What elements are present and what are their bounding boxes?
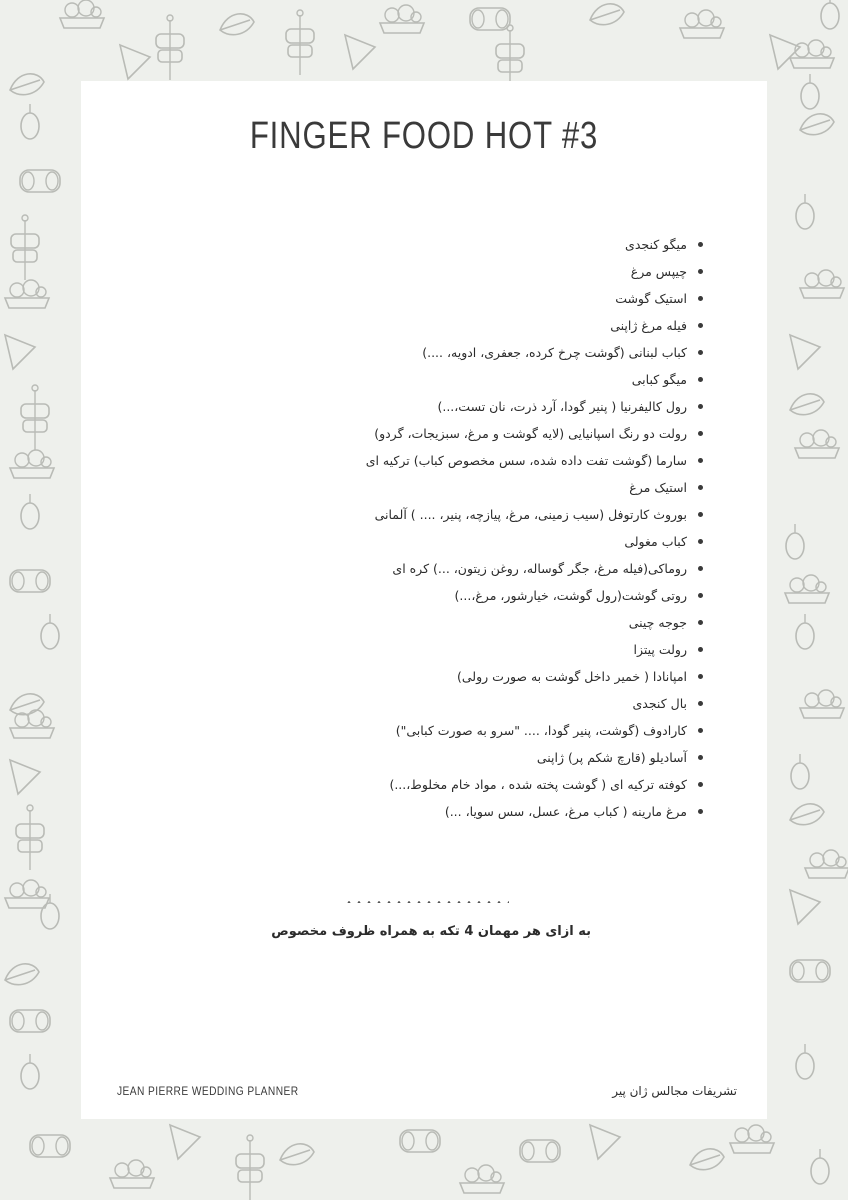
menu-card	[81, 81, 767, 1119]
list-item	[366, 501, 703, 528]
list-item	[366, 474, 703, 501]
menu-item-text: کوفته ترکیه ای ( گوشت پخته شده ، مواد خام مخلوط،...)	[389, 777, 687, 792]
list-item	[366, 393, 703, 420]
page-title: FINGER FOOD HOT #3	[249, 115, 599, 157]
bullet-icon	[698, 620, 703, 625]
bullet-icon	[698, 431, 703, 436]
menu-item-text: میگو کنجدی	[625, 237, 687, 252]
bullet-icon	[698, 593, 703, 598]
bullet-icon	[698, 377, 703, 382]
serving-note: به ازای هر مهمان 4 تکه به همراه ظروف مخصوص	[271, 924, 591, 939]
menu-item-text: استیک گوشت	[615, 291, 687, 306]
list-item	[366, 555, 703, 582]
menu-item-text: جوجه چینی	[628, 615, 687, 630]
bullet-icon	[698, 647, 703, 652]
list-item	[366, 798, 703, 825]
menu-item-text: سارما (گوشت تفت داده شده، سس مخصوص کباب) ترکیه ای	[365, 453, 687, 468]
list-item	[366, 366, 703, 393]
list-item	[366, 717, 703, 744]
bullet-icon	[698, 512, 703, 517]
bullet-icon	[698, 296, 703, 301]
brand-name-persian: تشریفات مجالس ژان پیر	[612, 1084, 737, 1098]
bullet-icon	[698, 782, 703, 787]
bullet-icon	[698, 728, 703, 733]
menu-item-text: امپانادا ( خمیر داخل گوشت به صورت رولی)	[456, 669, 687, 684]
menu-item-text: بال کنجدی	[632, 696, 687, 711]
brand-name-english: JEAN PIERRE WEDDING PLANNER	[117, 1084, 299, 1098]
bullet-icon	[698, 566, 703, 571]
menu-item-text: استیک مرغ	[629, 480, 687, 495]
list-item	[366, 609, 703, 636]
list-item	[366, 447, 703, 474]
list-item	[366, 771, 703, 798]
menu-item-text: کباب لبنانی (گوشت چرخ کرده، جعفری، ادویه، ....)	[422, 345, 687, 360]
bullet-icon	[698, 809, 703, 814]
list-item	[366, 663, 703, 690]
list-item	[366, 528, 703, 555]
list-item	[366, 258, 703, 285]
bullet-icon	[698, 755, 703, 760]
list-item	[366, 285, 703, 312]
menu-item-text: کباب مغولی	[624, 534, 687, 549]
list-item	[366, 636, 703, 663]
menu-item-text: رولت دو رنگ اسپانیایی (لایه گوشت و مرغ، سبزیجات، گردو)	[374, 426, 687, 441]
bullet-icon	[698, 404, 703, 409]
menu-item-text: رولت پیتزا	[633, 642, 687, 657]
list-item	[366, 582, 703, 609]
bullet-icon	[698, 674, 703, 679]
bullet-icon	[698, 269, 703, 274]
dotted-divider	[344, 901, 509, 903]
list-item	[366, 339, 703, 366]
menu-item-text: مرغ مارینه ( کباب مرغ، عسل، سس سویا، ...)	[444, 804, 687, 819]
list-item	[366, 690, 703, 717]
bullet-icon	[698, 350, 703, 355]
menu-item-text: روتی گوشت(رول گوشت، خیارشور، مرغ،...)	[454, 588, 687, 603]
menu-item-text: کارادوف (گوشت، پنیر گودا، .... "سرو به صورت کبابی")	[395, 723, 687, 738]
list-item	[366, 744, 703, 771]
menu-item-text: میگو کبابی	[631, 372, 687, 387]
list-item	[366, 420, 703, 447]
bullet-icon	[698, 701, 703, 706]
bullet-icon	[698, 242, 703, 247]
menu-item-text: روماکی(فیله مرغ، جگر گوساله، روغن زیتون، ...) کره ای	[392, 561, 687, 576]
bullet-icon	[698, 485, 703, 490]
bullet-icon	[698, 323, 703, 328]
list-item	[366, 312, 703, 339]
menu-item-text: بوروث کارتوفل (سیب زمینی، مرغ، پیازچه، پنیر، .... ) آلمانی	[374, 507, 687, 522]
bullet-icon	[698, 539, 703, 544]
menu-list	[366, 231, 703, 825]
bullet-icon	[698, 458, 703, 463]
menu-item-text: چیپس مرغ	[630, 264, 687, 279]
menu-item-text: رول کالیفرنیا ( پنیر گودا، آرد ذرت، نان تست،...)	[437, 399, 687, 414]
menu-item-text: فیله مرغ ژاپنی	[610, 318, 687, 333]
menu-item-text: آسادیلو (قارچ شکم پر) ژاپنی	[536, 750, 687, 765]
list-item	[366, 231, 703, 258]
